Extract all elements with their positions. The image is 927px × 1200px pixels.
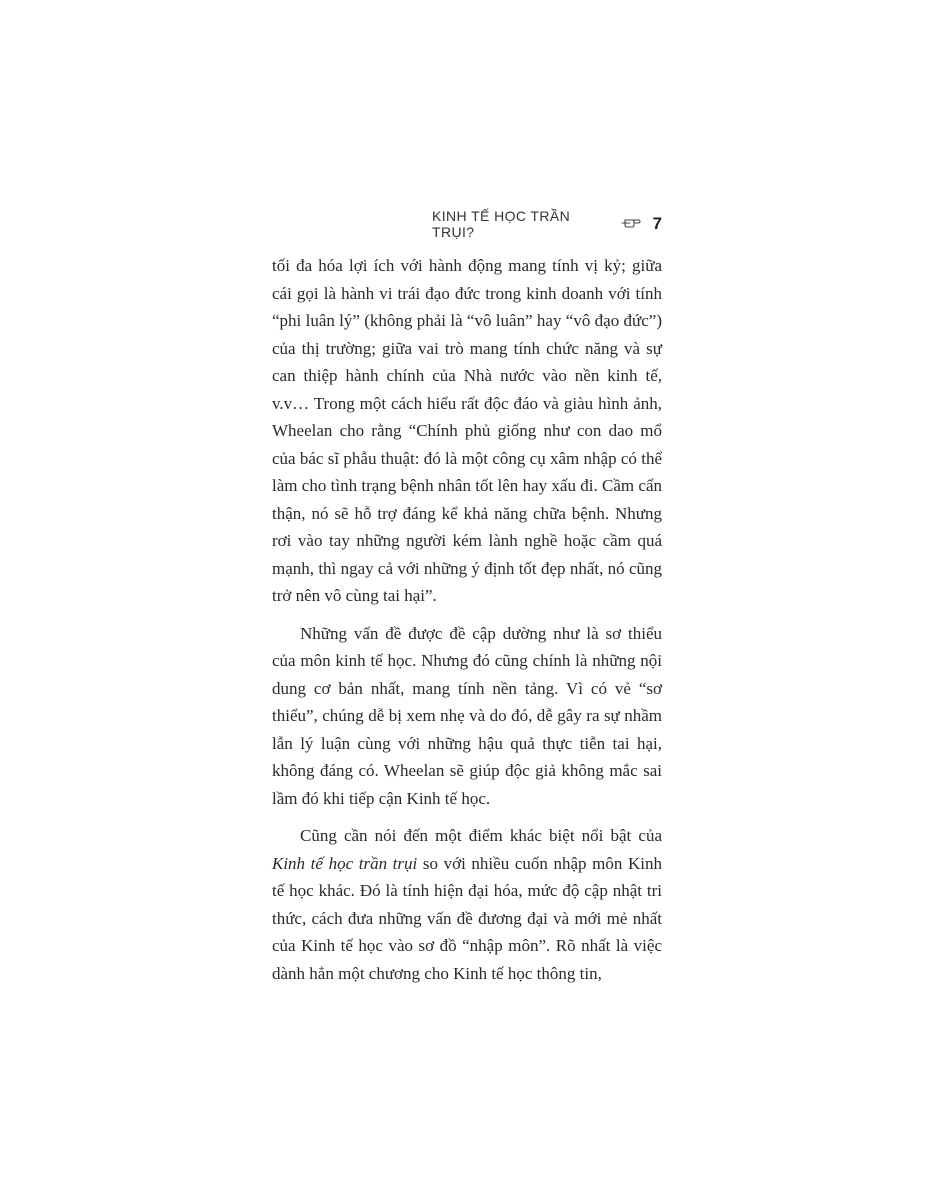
hand-pointer-icon: [621, 216, 641, 233]
paragraph-2: Những vấn đề được đề cập dường như là sơ thiểu của môn kinh tế học. Nhưng đó cũng chính là những nội dung cơ bản nhất, mang tính nền tảng. Vì có vẻ “sơ thiểu”, chúng dễ bị xem nhẹ và do đó, dễ gây ra sự nhầm lẫn lý luận cùng với những hậu quả thực tiễn tai hại, không đáng có. Wheelan sẽ giúp độc giả không mắc sai lầm đó khi tiếp cận Kinh tế học.: [272, 623, 662, 808]
body-text: [272, 252, 662, 997]
paragraph-3-before: Cũng cần nói đến một điểm khác biệt nổi bật của: [300, 826, 662, 845]
paragraph-1: tối đa hóa lợi ích với hành động mang tính vị kỷ; giữa cái gọi là hành vi trái đạo đức trong kinh doanh với tính “phi luân lý” (không phải là “vô luân” hay “vô đạo đức”) của thị trường; giữa vai trò mang tính chức năng và sự can thiệp hành chính của Nhà nước vào nền kinh tế, v.v… Trong một cách hiểu rất độc đáo và giàu hình ảnh, Wheelan cho rằng “Chính phủ giống như con dao mổ của bác sĩ phẫu thuật: đó là một công cụ xâm nhập có thể làm cho tình trạng bệnh nhân tốt lên hay xấu đi. Cầm cẩn thận, nó sẽ hỗ trợ đáng kể khả năng chữa bệnh. Nhưng rơi vào tay những người kém lành nghề hoặc cầm quá mạnh, thì ngay cả với những ý định tốt đẹp nhất, nó cũng trở nên vô cùng tai hại”.: [272, 256, 662, 605]
running-header: [432, 210, 662, 238]
page-number: 7: [652, 214, 662, 233]
book-title: Kinh tế học trần trụi: [272, 853, 418, 873]
paragraph-3-after: so với nhiều cuốn nhập môn Kinh tế học khác. Đó là tính hiện đại hóa, mức độ cập nhật tri thức, cách đưa những vấn đề đương đại và mới mẻ nhất của Kinh tế học vào sơ đồ “nhập môn”. Rõ nhất là việc dành hẳn một chương cho Kinh tế học thông tin,: [272, 853, 662, 983]
running-title: KINH TẾ HỌC TRẦN TRỤI?: [432, 208, 571, 240]
paragraph-3: [272, 822, 662, 987]
